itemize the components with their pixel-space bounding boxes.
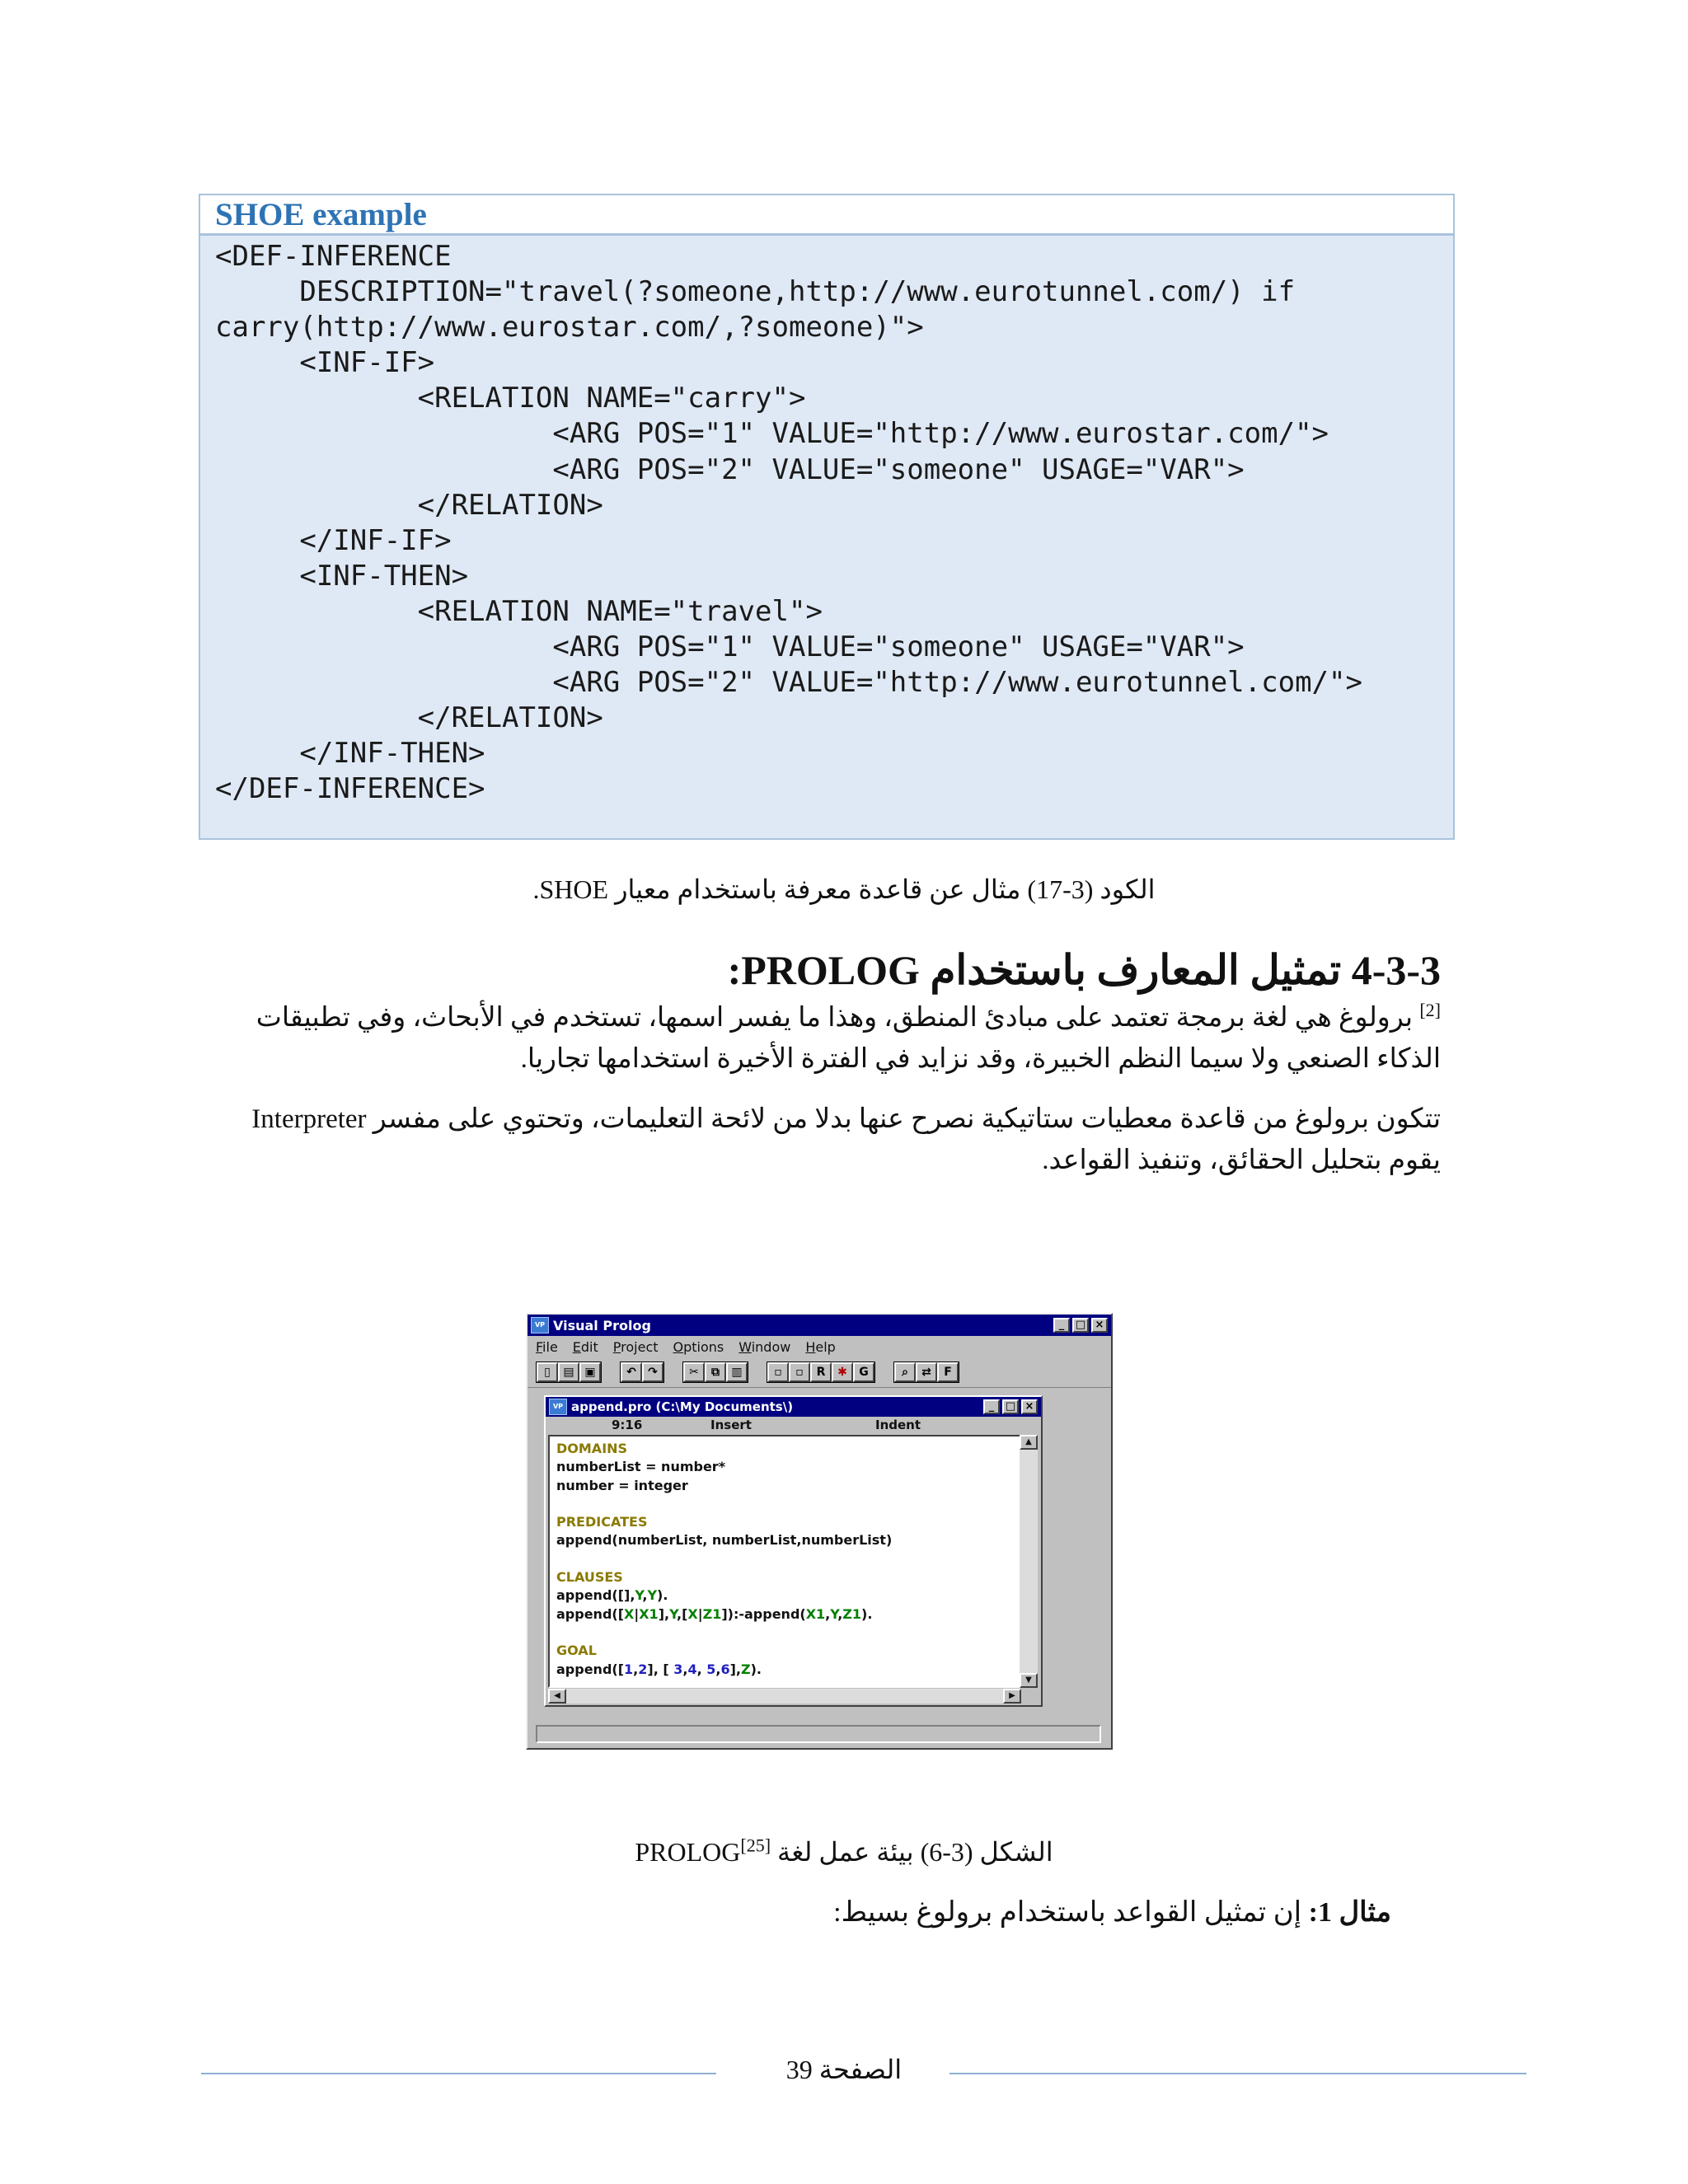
maximize-button[interactable]: □ (1072, 1318, 1089, 1333)
menu-window[interactable]: Window (738, 1338, 791, 1355)
figure-citation-ref: [25] (740, 1835, 771, 1856)
clipboard-toolbar-group (682, 1361, 748, 1383)
code-caption: الكود (3-17) مثال عن قاعدة معرفة باستخدام معيار SHOE. (532, 874, 1156, 904)
app-icon: VP (531, 1317, 549, 1333)
run-button[interactable]: R (810, 1362, 832, 1382)
undo-icon[interactable]: ↶ (621, 1362, 642, 1382)
font-button[interactable]: F (937, 1362, 959, 1382)
menu-edit[interactable]: Edit (572, 1338, 598, 1355)
paragraph-prolog-structure: تتكون برولوغ من قاعدة معطيات ستاتيكية نصرح عنها بدلا من لائحة التعليمات، وتحتوي على مفسر Interpreter يقوم بتحليل الحقائق، وتنفيذ القواعد. (251, 1104, 1441, 1175)
paragraph-prolog-intro (247, 997, 1441, 1080)
section-heading: 4-3-3 تمثيل المعارف باستخدام PROLOG: (727, 947, 1441, 993)
find-icon[interactable]: ⌕ (894, 1362, 916, 1382)
file-toolbar-group (536, 1361, 602, 1383)
debug-icon[interactable]: ✱ (832, 1362, 853, 1382)
editor-window (544, 1395, 1043, 1707)
copy-icon[interactable]: ⧉ (705, 1362, 726, 1382)
vp-statusbar (536, 1725, 1101, 1743)
vp-toolbar (528, 1357, 1111, 1388)
editor-title: append.pro (C:\My Documents\) (571, 1399, 794, 1414)
new-file-icon[interactable]: ▯ (537, 1362, 558, 1382)
document-icon[interactable]: ▫ (789, 1362, 810, 1382)
vp-menubar (528, 1336, 1111, 1357)
predicates-keyword: PREDICATES (556, 1514, 648, 1530)
predicates-declaration: append(numberList, numberList,numberList) (556, 1532, 893, 1549)
menu-options[interactable]: Options (673, 1338, 724, 1355)
goal-keyword: GOAL (556, 1643, 597, 1659)
figure-caption (0, 1836, 1688, 1868)
page-number: الصفحة 39 (785, 2055, 903, 2084)
scroll-right-icon[interactable]: ▶ (1003, 1689, 1021, 1704)
cursor-position: 9:16 (612, 1418, 643, 1432)
example-label: مثال 1: (1308, 1897, 1391, 1928)
indent-mode: Indent (875, 1418, 921, 1432)
search-toolbar-group (893, 1361, 959, 1383)
example-text: إن تمثيل القواعد باستخدام برولوغ بسيط: (833, 1897, 1302, 1928)
editor-close-button[interactable]: × (1021, 1399, 1038, 1414)
redo-icon[interactable]: ↷ (642, 1362, 663, 1382)
scroll-down-icon[interactable]: ▼ (1020, 1673, 1038, 1688)
editor-minimize-button[interactable]: _ (983, 1399, 1000, 1414)
code-editor[interactable] (548, 1435, 1021, 1688)
paragraph-text: برولوغ هي لغة برمجة تعتمد على مبادئ المنطق، وهذا ما يفسر اسمها، تستخدم في الأبحاث، وفي تطبيقات الذكاء الصنعي ولا سيما النظم الخبيرة، وقد نزايد في الفترة الأخيرة استخدامها تجاريا. (256, 1003, 1441, 1074)
goal-line: append([1,2], [ 3,4, 5,6],Z). (556, 1661, 762, 1677)
clause-line-1: append([],Y,Y). (556, 1587, 668, 1604)
code-listing: <DEF-INFERENCE DESCRIPTION="travel(?someone,http://www.eurotunnel.com/) if carry(http://www.eurostar.com/,?someone)"> <INF-IF> <RELATION NAME="carry"> <ARG POS="1" VALUE="http://www.eurostar.com/"> <ARG POS="2" VALUE="someone" USAGE="VAR"> </RELATION> </INF-IF> <INF-THEN> <RELATION NAME="travel"> <ARG POS="1" VALUE="someone" USAGE="VAR"> <ARG POS="2" VALUE="http://www.eurotunnel.com/"> </RELATION> </INF-THEN> </DEF-INFERENCE> (215, 240, 1362, 806)
menu-file[interactable]: File (536, 1338, 558, 1355)
clauses-keyword: CLAUSES (556, 1569, 623, 1586)
domains-keyword: DOMAINS (556, 1441, 628, 1456)
domains-declarations: numberList = number* number = integer (556, 1459, 726, 1493)
vp-titlebar (528, 1315, 1111, 1336)
editor-statusbar (546, 1417, 1041, 1433)
minimize-button[interactable]: _ (1053, 1318, 1070, 1333)
insert-mode: Insert (710, 1418, 752, 1432)
editor-titlebar (546, 1397, 1041, 1417)
open-file-icon[interactable]: ▤ (558, 1362, 579, 1382)
build-toolbar-group (767, 1361, 875, 1383)
citation-ref: [2] (1419, 1000, 1441, 1020)
menu-project[interactable]: Project (612, 1338, 659, 1355)
clause-line-2: append([X|X1],Y,[X|Z1]):-append(X1,Y,Z1). (556, 1605, 873, 1622)
save-icon[interactable]: ▣ (579, 1362, 601, 1382)
vp-window-title: Visual Prolog (553, 1317, 651, 1333)
replace-icon[interactable]: ⇄ (916, 1362, 937, 1382)
example-line (833, 1896, 1391, 1929)
visual-prolog-window (526, 1313, 1113, 1750)
close-button[interactable]: × (1091, 1318, 1108, 1333)
goal-button[interactable]: G (853, 1362, 874, 1382)
undo-toolbar-group (620, 1361, 664, 1383)
code-box-title: SHOE example (200, 195, 1453, 236)
editor-maximize-button[interactable]: □ (1002, 1399, 1019, 1414)
editor-icon: VP (549, 1399, 567, 1415)
menu-help[interactable]: Help (805, 1338, 836, 1355)
vertical-scrollbar[interactable] (1020, 1435, 1038, 1688)
paste-icon[interactable]: ▥ (726, 1362, 748, 1382)
figure-caption-text: الشكل (3-6) بيئة عمل لغة PROLOG (635, 1837, 1053, 1867)
project-icon[interactable]: ▫ (767, 1362, 789, 1382)
cut-icon[interactable]: ✂ (683, 1362, 705, 1382)
scroll-up-icon[interactable]: ▲ (1020, 1435, 1038, 1450)
scroll-left-icon[interactable]: ◀ (548, 1689, 566, 1704)
code-example-box (199, 194, 1455, 840)
horizontal-scrollbar[interactable] (548, 1689, 1021, 1704)
